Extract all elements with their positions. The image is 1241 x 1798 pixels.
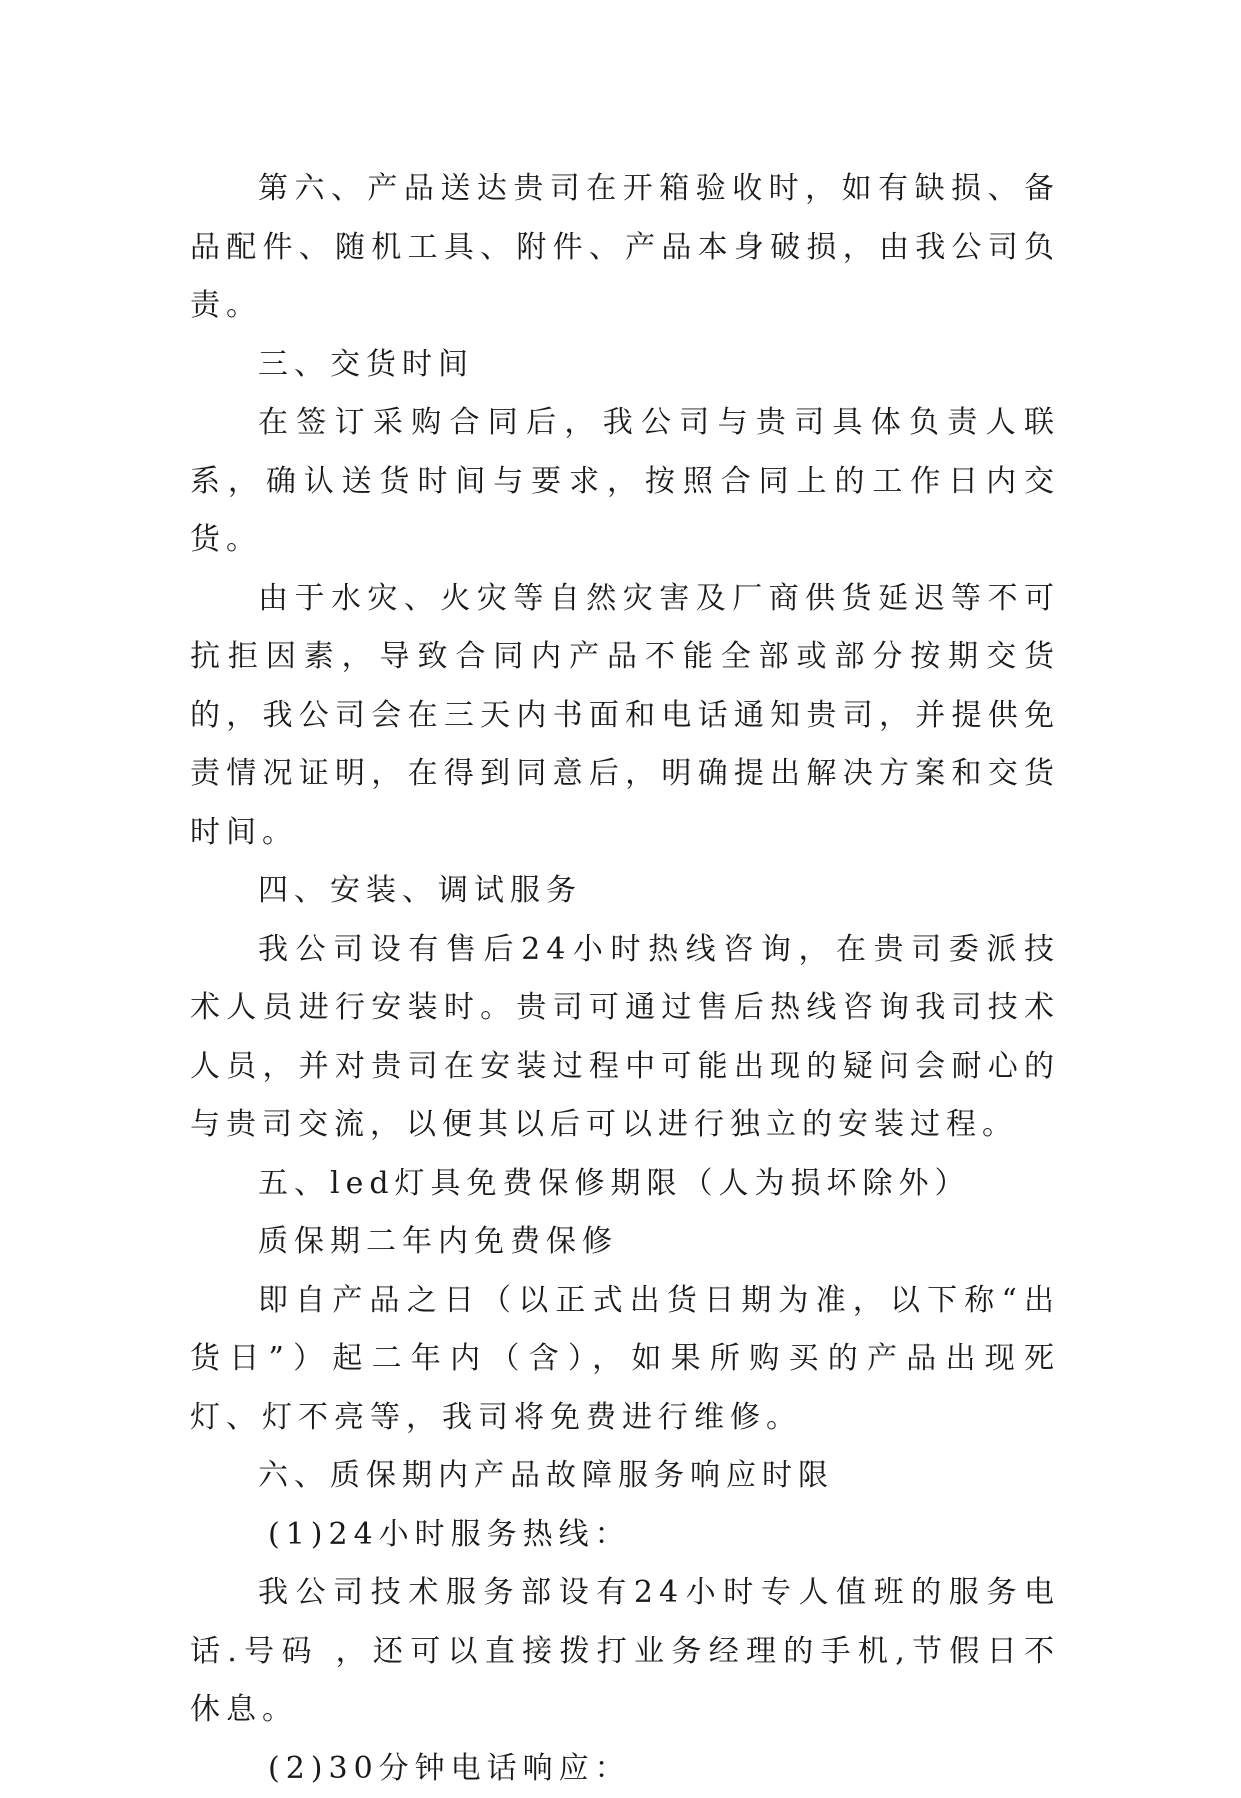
paragraph-force-majeure: 由于水灾、火灾等自然灾害及厂商供货延迟等不可抗拒因素，导致合同内产品不能全部或部分按期交货的，我公司会在三天内书面和电话通知贵司，并提供免责情况证明，在得到同意后，明确提出解决方案和交货时间。 [190,570,1060,863]
paragraph-delivery-contact: 在签订采购合同后，我公司与贵司具体负责人联系，确认送货时间与要求，按照合同上的工作日内交货。 [190,394,1060,570]
subheading-hotline: (1)24小时服务热线： [190,1506,1060,1565]
paragraph-installation-support: 我公司设有售后24小时热线咨询，在贵司委派技术人员进行安装时。贵司可通过售后热线咨询我司技术人员，并对贵司在安装过程中可能出现的疑问会耐心的与贵司交流，以便其以后可以进行独立的安装过程。 [190,921,1060,1155]
section-heading-installation: 四、安装、调试服务 [190,862,1060,921]
paragraph-warranty-summary: 质保期二年内免费保修 [190,1213,1060,1272]
section-heading-warranty-period: 五、led灯具免费保修期限（人为损坏除外） [190,1155,1060,1214]
section-heading-response-time: 六、质保期内产品故障服务响应时限 [190,1447,1060,1506]
paragraph-defect-responsibility: 第六、产品送达贵司在开箱验收时，如有缺损、备品配件、随机工具、附件、产品本身破损，由我公司负责。 [190,160,1060,336]
document-body [190,160,1060,1798]
paragraph-warranty-details: 即自产品之日（以正式出货日期为准，以下称“出货日”）起二年内（含），如果所购买的产品出现死灯、灯不亮等，我司将免费进行维修。 [190,1272,1060,1448]
subheading-phone-response: (2)30分钟电话响应： [190,1740,1060,1798]
paragraph-hotline-details: 我公司技术服务部设有24小时专人值班的服务电话.号码 ，还可以直接拨打业务经理的手机,节假日不休息。 [190,1564,1060,1740]
section-heading-delivery-time: 三、交货时间 [190,336,1060,395]
